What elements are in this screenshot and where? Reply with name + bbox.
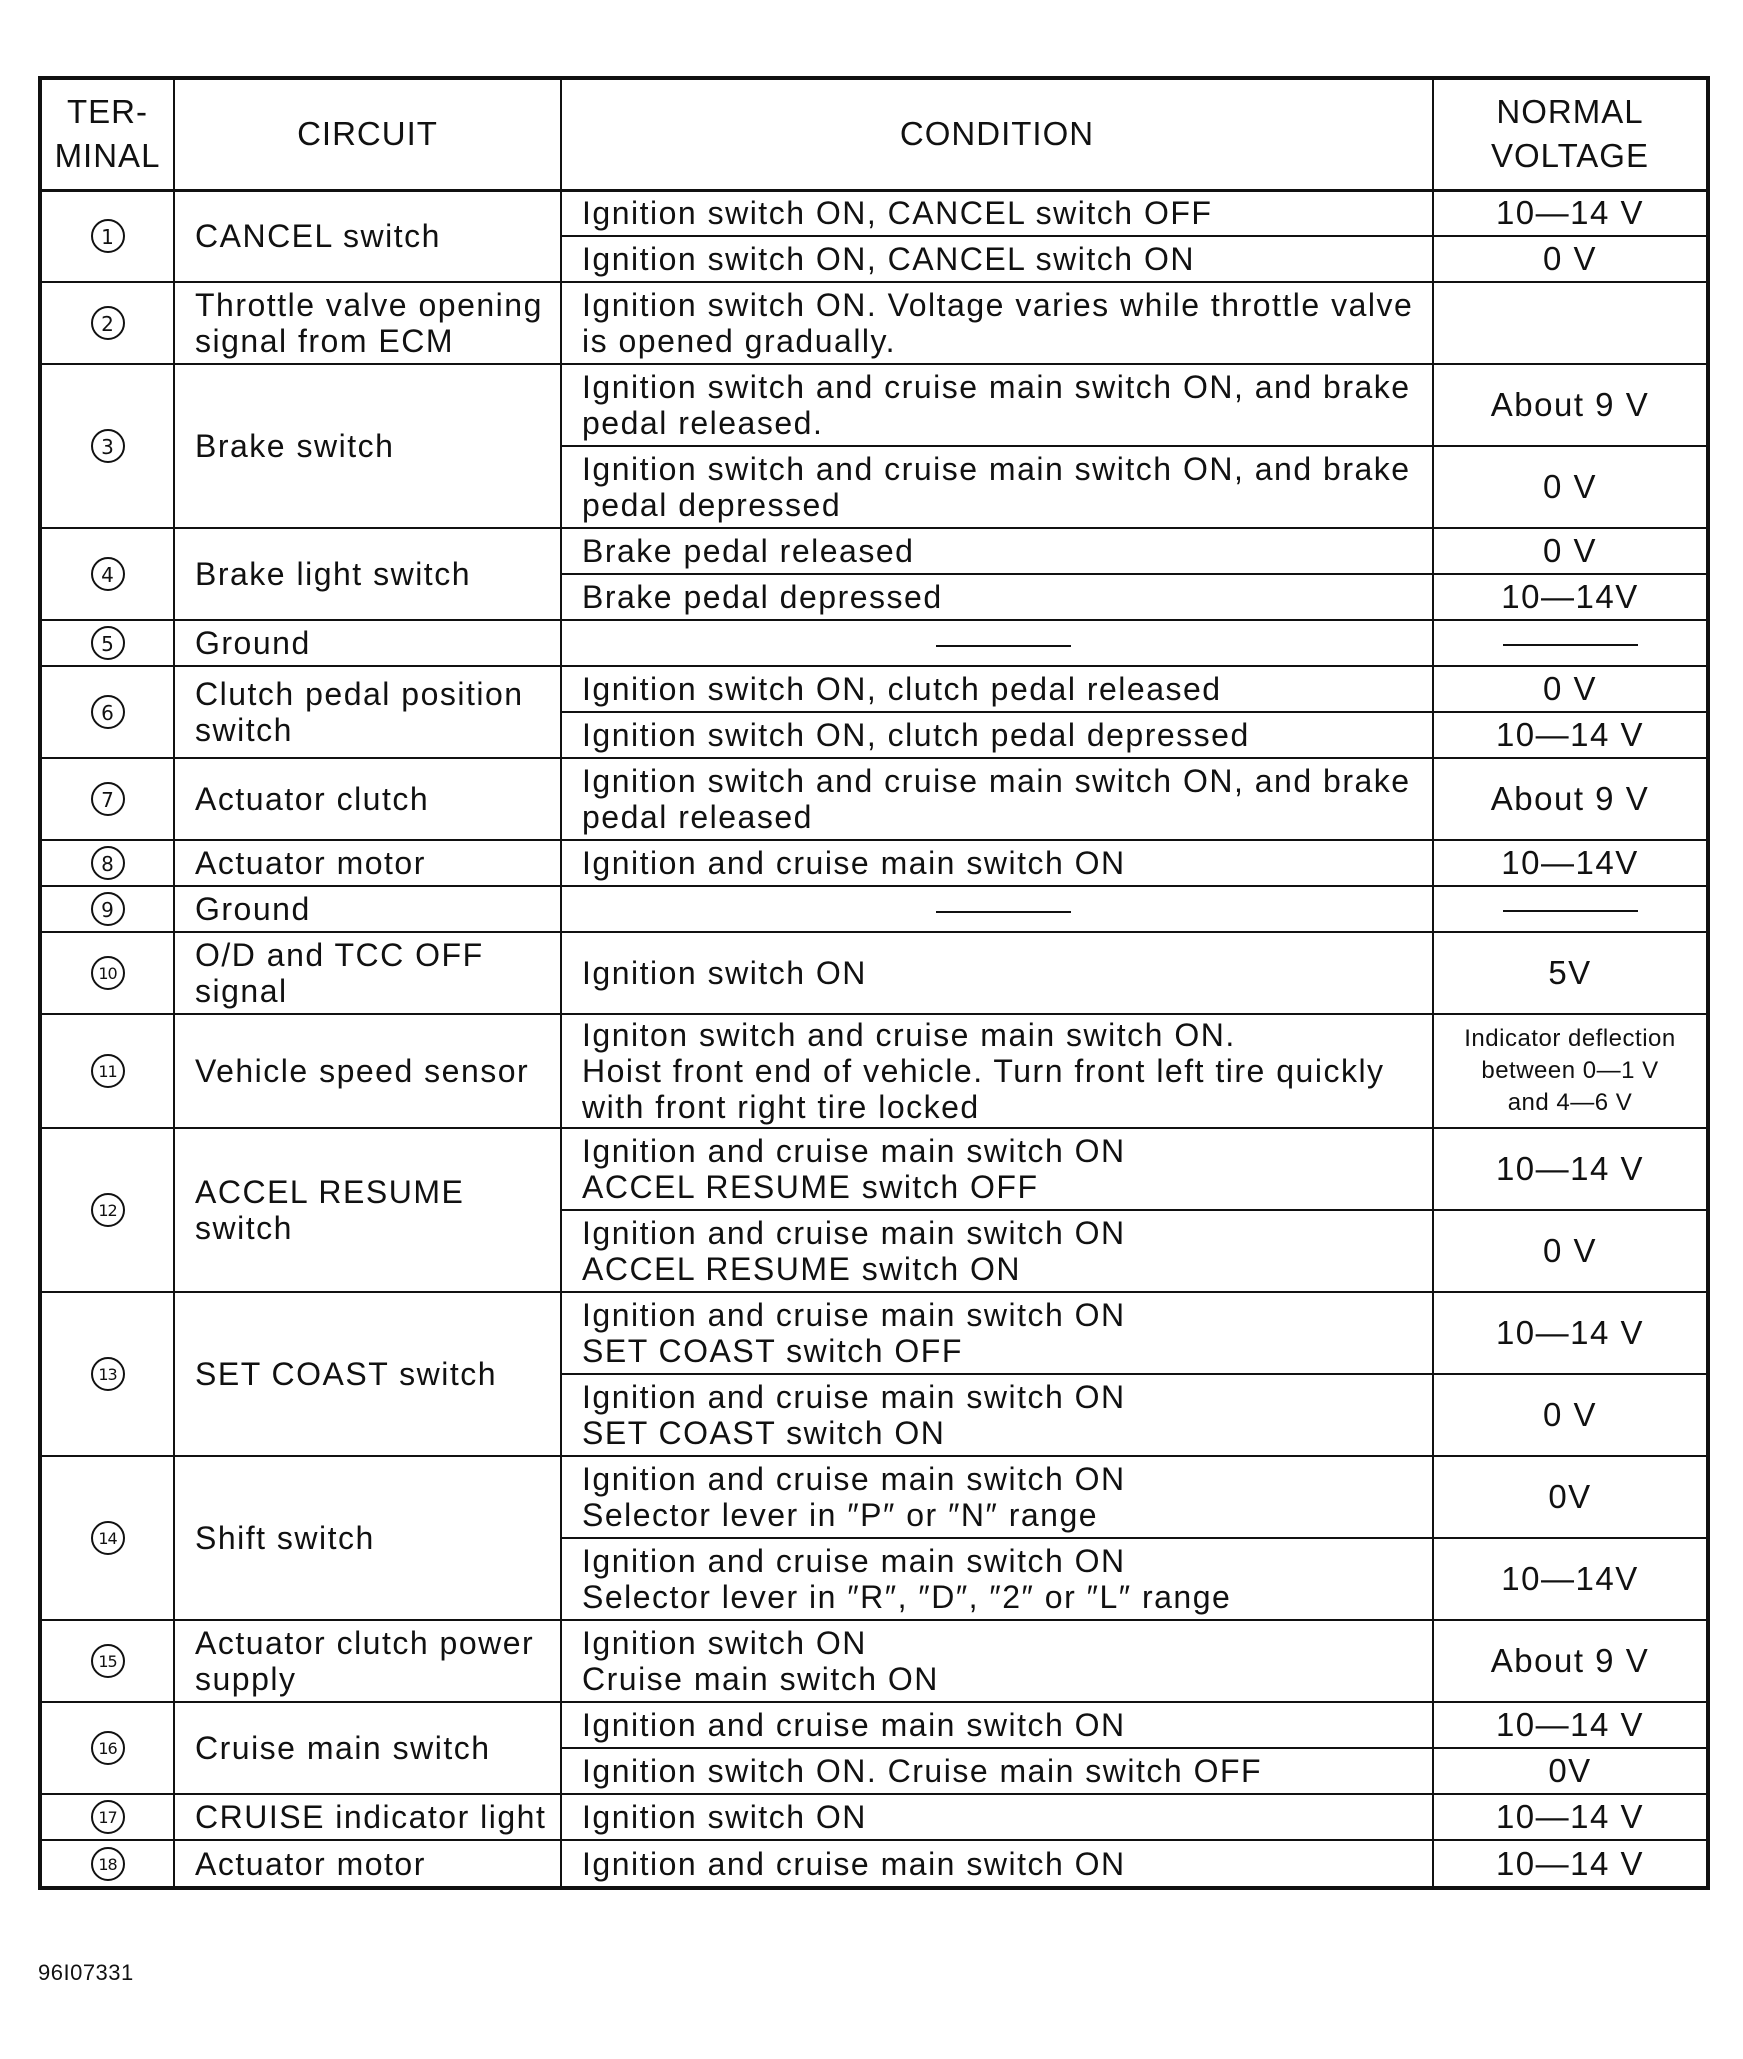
condition-cell: Ignition switch and cruise main switch ON, and brake pedal depressed [561,446,1433,528]
terminal-cell [40,1292,174,1456]
terminal-voltage-table [38,76,1710,1890]
voltage-cell: About 9 V [1433,1620,1708,1702]
terminal-number: 14 [91,1521,125,1555]
terminal-number: 17 [91,1800,125,1834]
condition-cell: Ignition switch ON, CANCEL switch ON [561,236,1433,282]
table-row [40,932,1708,1014]
voltage-cell: 5V [1433,932,1708,1014]
table-row [40,1840,1708,1888]
table-row [40,886,1708,932]
header-voltage: NORMAL VOLTAGE [1433,78,1708,190]
figure-id: 96I07331 [38,1960,134,1985]
terminal-cell [40,620,174,666]
terminal-cell [40,1794,174,1840]
terminal-cell [40,364,174,528]
terminal-cell [40,282,174,364]
condition-cell: Brake pedal depressed [561,574,1433,620]
terminal-cell [40,1128,174,1292]
table-row [40,364,1708,446]
voltage-cell: 0V [1433,1456,1708,1538]
voltage-dash [1503,644,1638,646]
condition-cell: Ignition switch ON, clutch pedal depressed [561,712,1433,758]
terminal-number: 6 [91,695,125,729]
terminal-cell [40,1840,174,1888]
terminal-number: 2 [91,306,125,340]
circuit-cell: Actuator clutch power supply [174,1620,561,1702]
table-row [40,1128,1708,1210]
condition-cell [561,620,1433,666]
circuit-cell: Ground [174,886,561,932]
condition-cell: Ignition and cruise main switch ON [561,1702,1433,1748]
header-circuit: CIRCUIT [174,78,561,190]
table-row [40,620,1708,666]
condition-cell: Ignition and cruise main switch ON SET COAST switch ON [561,1374,1433,1456]
terminal-number: 11 [91,1054,125,1088]
terminal-cell [40,840,174,886]
condition-cell: Ignition switch ON. Voltage varies while throttle valve is opened gradually. [561,282,1433,364]
terminal-cell [40,932,174,1014]
table-row [40,840,1708,886]
table-row [40,282,1708,364]
circuit-cell: Vehicle speed sensor [174,1014,561,1128]
table-row [40,1702,1708,1748]
table-row [40,1620,1708,1702]
voltage-dash [1503,910,1638,912]
voltage-cell: 10—14 V [1433,190,1708,236]
condition-cell: Ignition and cruise main switch ON Selector lever in ″P″ or ″N″ range [561,1456,1433,1538]
condition-dash [936,645,1071,647]
condition-cell: Ignition and cruise main switch ON [561,840,1433,886]
voltage-cell: 10—14 V [1433,712,1708,758]
voltage-cell: 0 V [1433,446,1708,528]
terminal-number: 15 [91,1644,125,1678]
terminal-number: 1 [91,219,125,253]
circuit-cell: Brake switch [174,364,561,528]
table-row [40,758,1708,840]
terminal-number: 4 [91,557,125,591]
header-terminal: TER- MINAL [40,78,174,190]
table-row [40,1456,1708,1538]
voltage-cell [1433,620,1708,666]
terminal-number: 12 [91,1193,125,1227]
table-row [40,1014,1708,1128]
condition-cell: Ignition and cruise main switch ON [561,1840,1433,1888]
table-row [40,666,1708,712]
voltage-cell: 10—14 V [1433,1702,1708,1748]
table-body [40,190,1708,1888]
voltage-cell: 0 V [1433,666,1708,712]
terminal-number: 7 [91,782,125,816]
voltage-cell: About 9 V [1433,364,1708,446]
header-row [40,78,1708,190]
voltage-cell: 0 V [1433,1210,1708,1292]
voltage-cell: 0 V [1433,1374,1708,1456]
condition-cell: Ignition switch ON. Cruise main switch OFF [561,1748,1433,1794]
condition-cell: Ignition switch ON, CANCEL switch OFF [561,190,1433,236]
circuit-cell: O/D and TCC OFF signal [174,932,561,1014]
terminal-number: 5 [91,626,125,660]
terminal-number: 18 [91,1847,125,1881]
circuit-cell: SET COAST switch [174,1292,561,1456]
circuit-cell: CANCEL switch [174,190,561,282]
terminal-number: 3 [91,429,125,463]
circuit-cell: CRUISE indicator light [174,1794,561,1840]
condition-cell: Ignition switch ON Cruise main switch ON [561,1620,1433,1702]
voltage-cell: 0 V [1433,528,1708,574]
terminal-cell [40,1702,174,1794]
condition-cell: Brake pedal released [561,528,1433,574]
table-row [40,1794,1708,1840]
terminal-cell [40,886,174,932]
voltage-cell: Indicator deflection between 0—1 V and 4—6 V [1433,1014,1708,1128]
voltage-cell [1433,282,1708,364]
voltage-cell: 10—14 V [1433,1794,1708,1840]
voltage-cell: 10—14 V [1433,1840,1708,1888]
condition-cell: Ignition and cruise main switch ON ACCEL RESUME switch OFF [561,1128,1433,1210]
circuit-cell: Clutch pedal position switch [174,666,561,758]
circuit-cell: ACCEL RESUME switch [174,1128,561,1292]
voltage-cell: 10—14V [1433,840,1708,886]
terminal-cell [40,1456,174,1620]
table-row [40,190,1708,236]
terminal-cell [40,190,174,282]
voltage-cell: 0 V [1433,236,1708,282]
table-row [40,528,1708,574]
terminal-number: 9 [91,892,125,926]
voltage-cell: 0V [1433,1748,1708,1794]
circuit-cell: Brake light switch [174,528,561,620]
circuit-cell: Shift switch [174,1456,561,1620]
terminal-cell [40,528,174,620]
condition-cell: Ignition switch and cruise main switch ON, and brake pedal released. [561,364,1433,446]
circuit-cell: Ground [174,620,561,666]
condition-cell: Igniton switch and cruise main switch ON. Hoist front end of vehicle. Turn front left tire quickly with front right tire locked [561,1014,1433,1128]
terminal-cell [40,1620,174,1702]
circuit-cell: Actuator clutch [174,758,561,840]
terminal-number: 10 [91,956,125,990]
condition-cell [561,886,1433,932]
circuit-cell: Actuator motor [174,1840,561,1888]
terminal-cell [40,666,174,758]
circuit-cell: Actuator motor [174,840,561,886]
voltage-cell: 10—14 V [1433,1292,1708,1374]
header-condition: CONDITION [561,78,1433,190]
condition-cell: Ignition and cruise main switch ON Selector lever in ″R″, ″D″, ″2″ or ″L″ range [561,1538,1433,1620]
condition-cell: Ignition and cruise main switch ON SET COAST switch OFF [561,1292,1433,1374]
condition-dash [936,911,1071,913]
circuit-cell: Throttle valve opening signal from ECM [174,282,561,364]
circuit-cell: Cruise main switch [174,1702,561,1794]
condition-cell: Ignition switch and cruise main switch ON, and brake pedal released [561,758,1433,840]
terminal-number: 13 [91,1357,125,1391]
voltage-cell: 10—14 V [1433,1128,1708,1210]
condition-cell: Ignition switch ON [561,1794,1433,1840]
voltage-cell: About 9 V [1433,758,1708,840]
condition-cell: Ignition and cruise main switch ON ACCEL RESUME switch ON [561,1210,1433,1292]
terminal-number: 8 [91,846,125,880]
condition-cell: Ignition switch ON [561,932,1433,1014]
voltage-cell: 10—14V [1433,1538,1708,1620]
table-row [40,1292,1708,1374]
voltage-cell: 10—14V [1433,574,1708,620]
terminal-cell [40,1014,174,1128]
terminal-cell [40,758,174,840]
condition-cell: Ignition switch ON, clutch pedal released [561,666,1433,712]
voltage-cell [1433,886,1708,932]
terminal-number: 16 [91,1731,125,1765]
